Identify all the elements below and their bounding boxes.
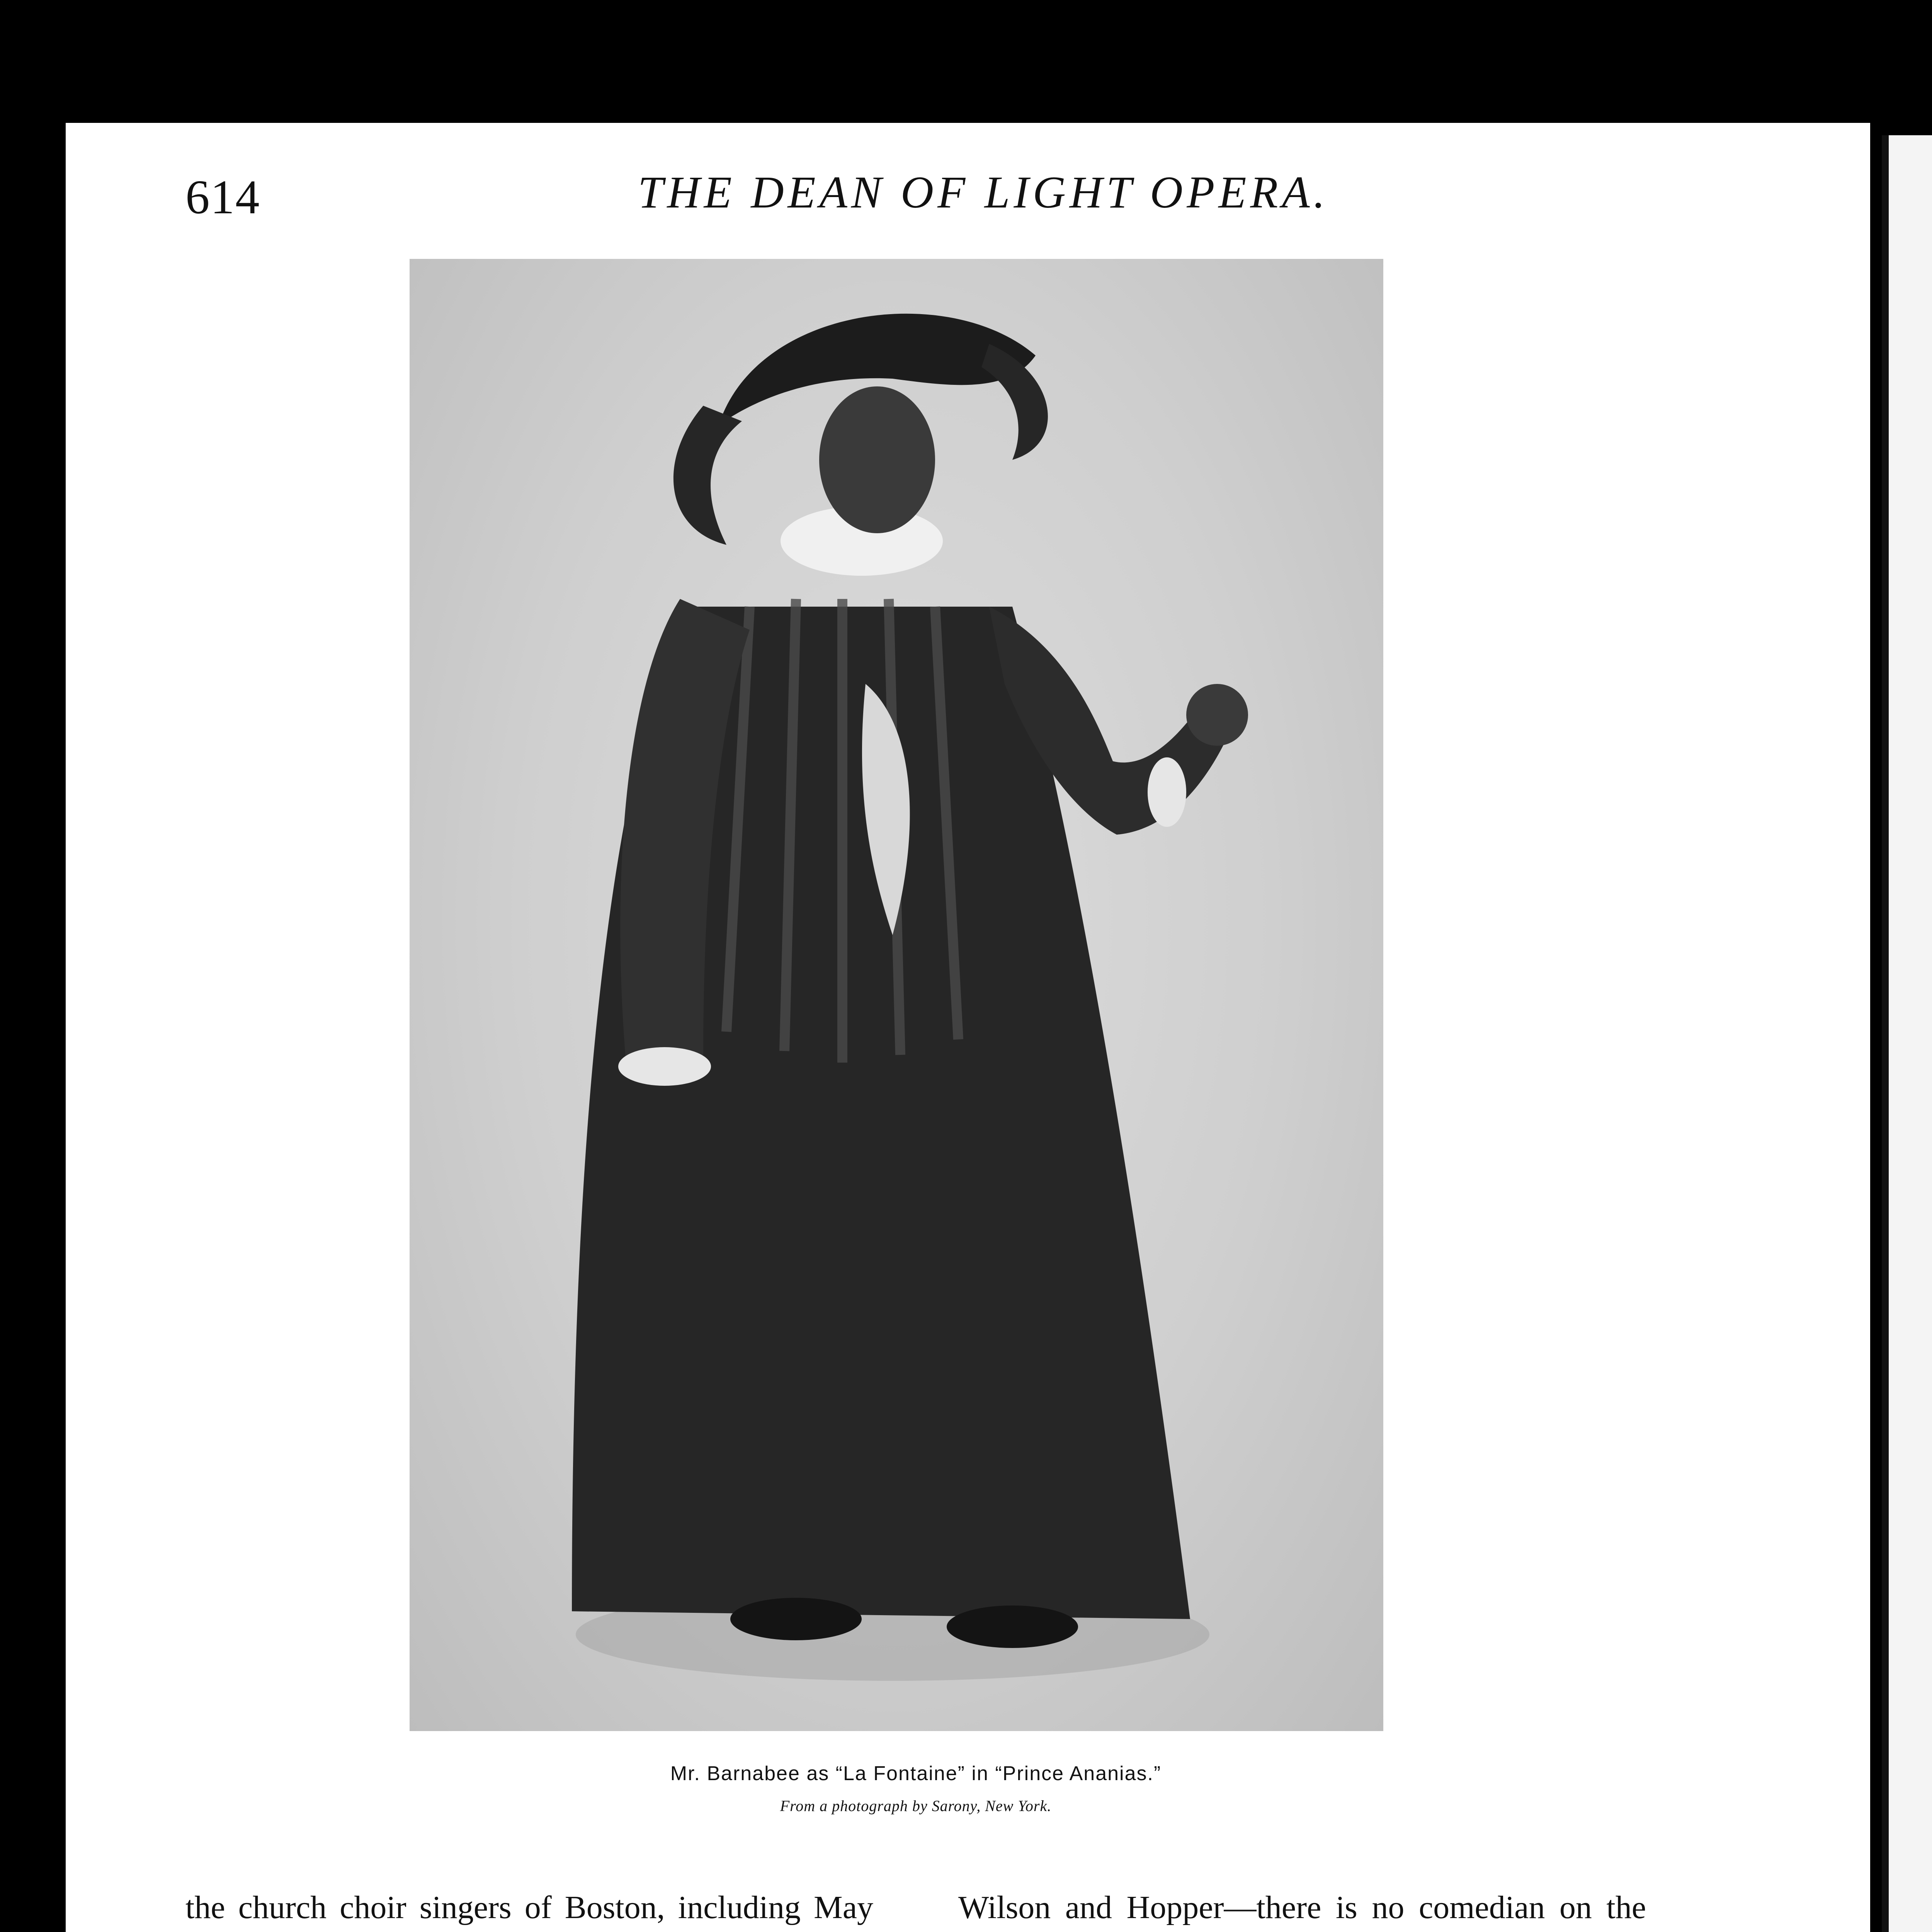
page-header: [185, 162, 1646, 240]
running-title: THE DEAN OF LIGHT OPERA.: [638, 167, 1329, 218]
caption-text: Mr. Barnabee as “La Fontaine” in “Prince Ananias.”: [670, 1762, 1162, 1785]
left-column: [185, 1886, 873, 1932]
page-number: 614: [185, 171, 260, 224]
figure-caption: [185, 1762, 1646, 1815]
text-run: the church choir singers of Boston, including May: [185, 1889, 873, 1925]
right-column: [958, 1886, 1646, 1932]
costumed-figure-illustration: [410, 259, 1383, 1731]
left-paragraph-1: [185, 1886, 873, 1932]
right-paragraph-1: [958, 1886, 1646, 1932]
photo-credit: From a photograph by Sarony, New York.: [780, 1797, 1052, 1815]
text-run: Wilson and Hopper—there is no comedian on the: [958, 1889, 1646, 1925]
photograph: [410, 259, 1383, 1731]
adjacent-page-edge: [1882, 135, 1932, 1932]
